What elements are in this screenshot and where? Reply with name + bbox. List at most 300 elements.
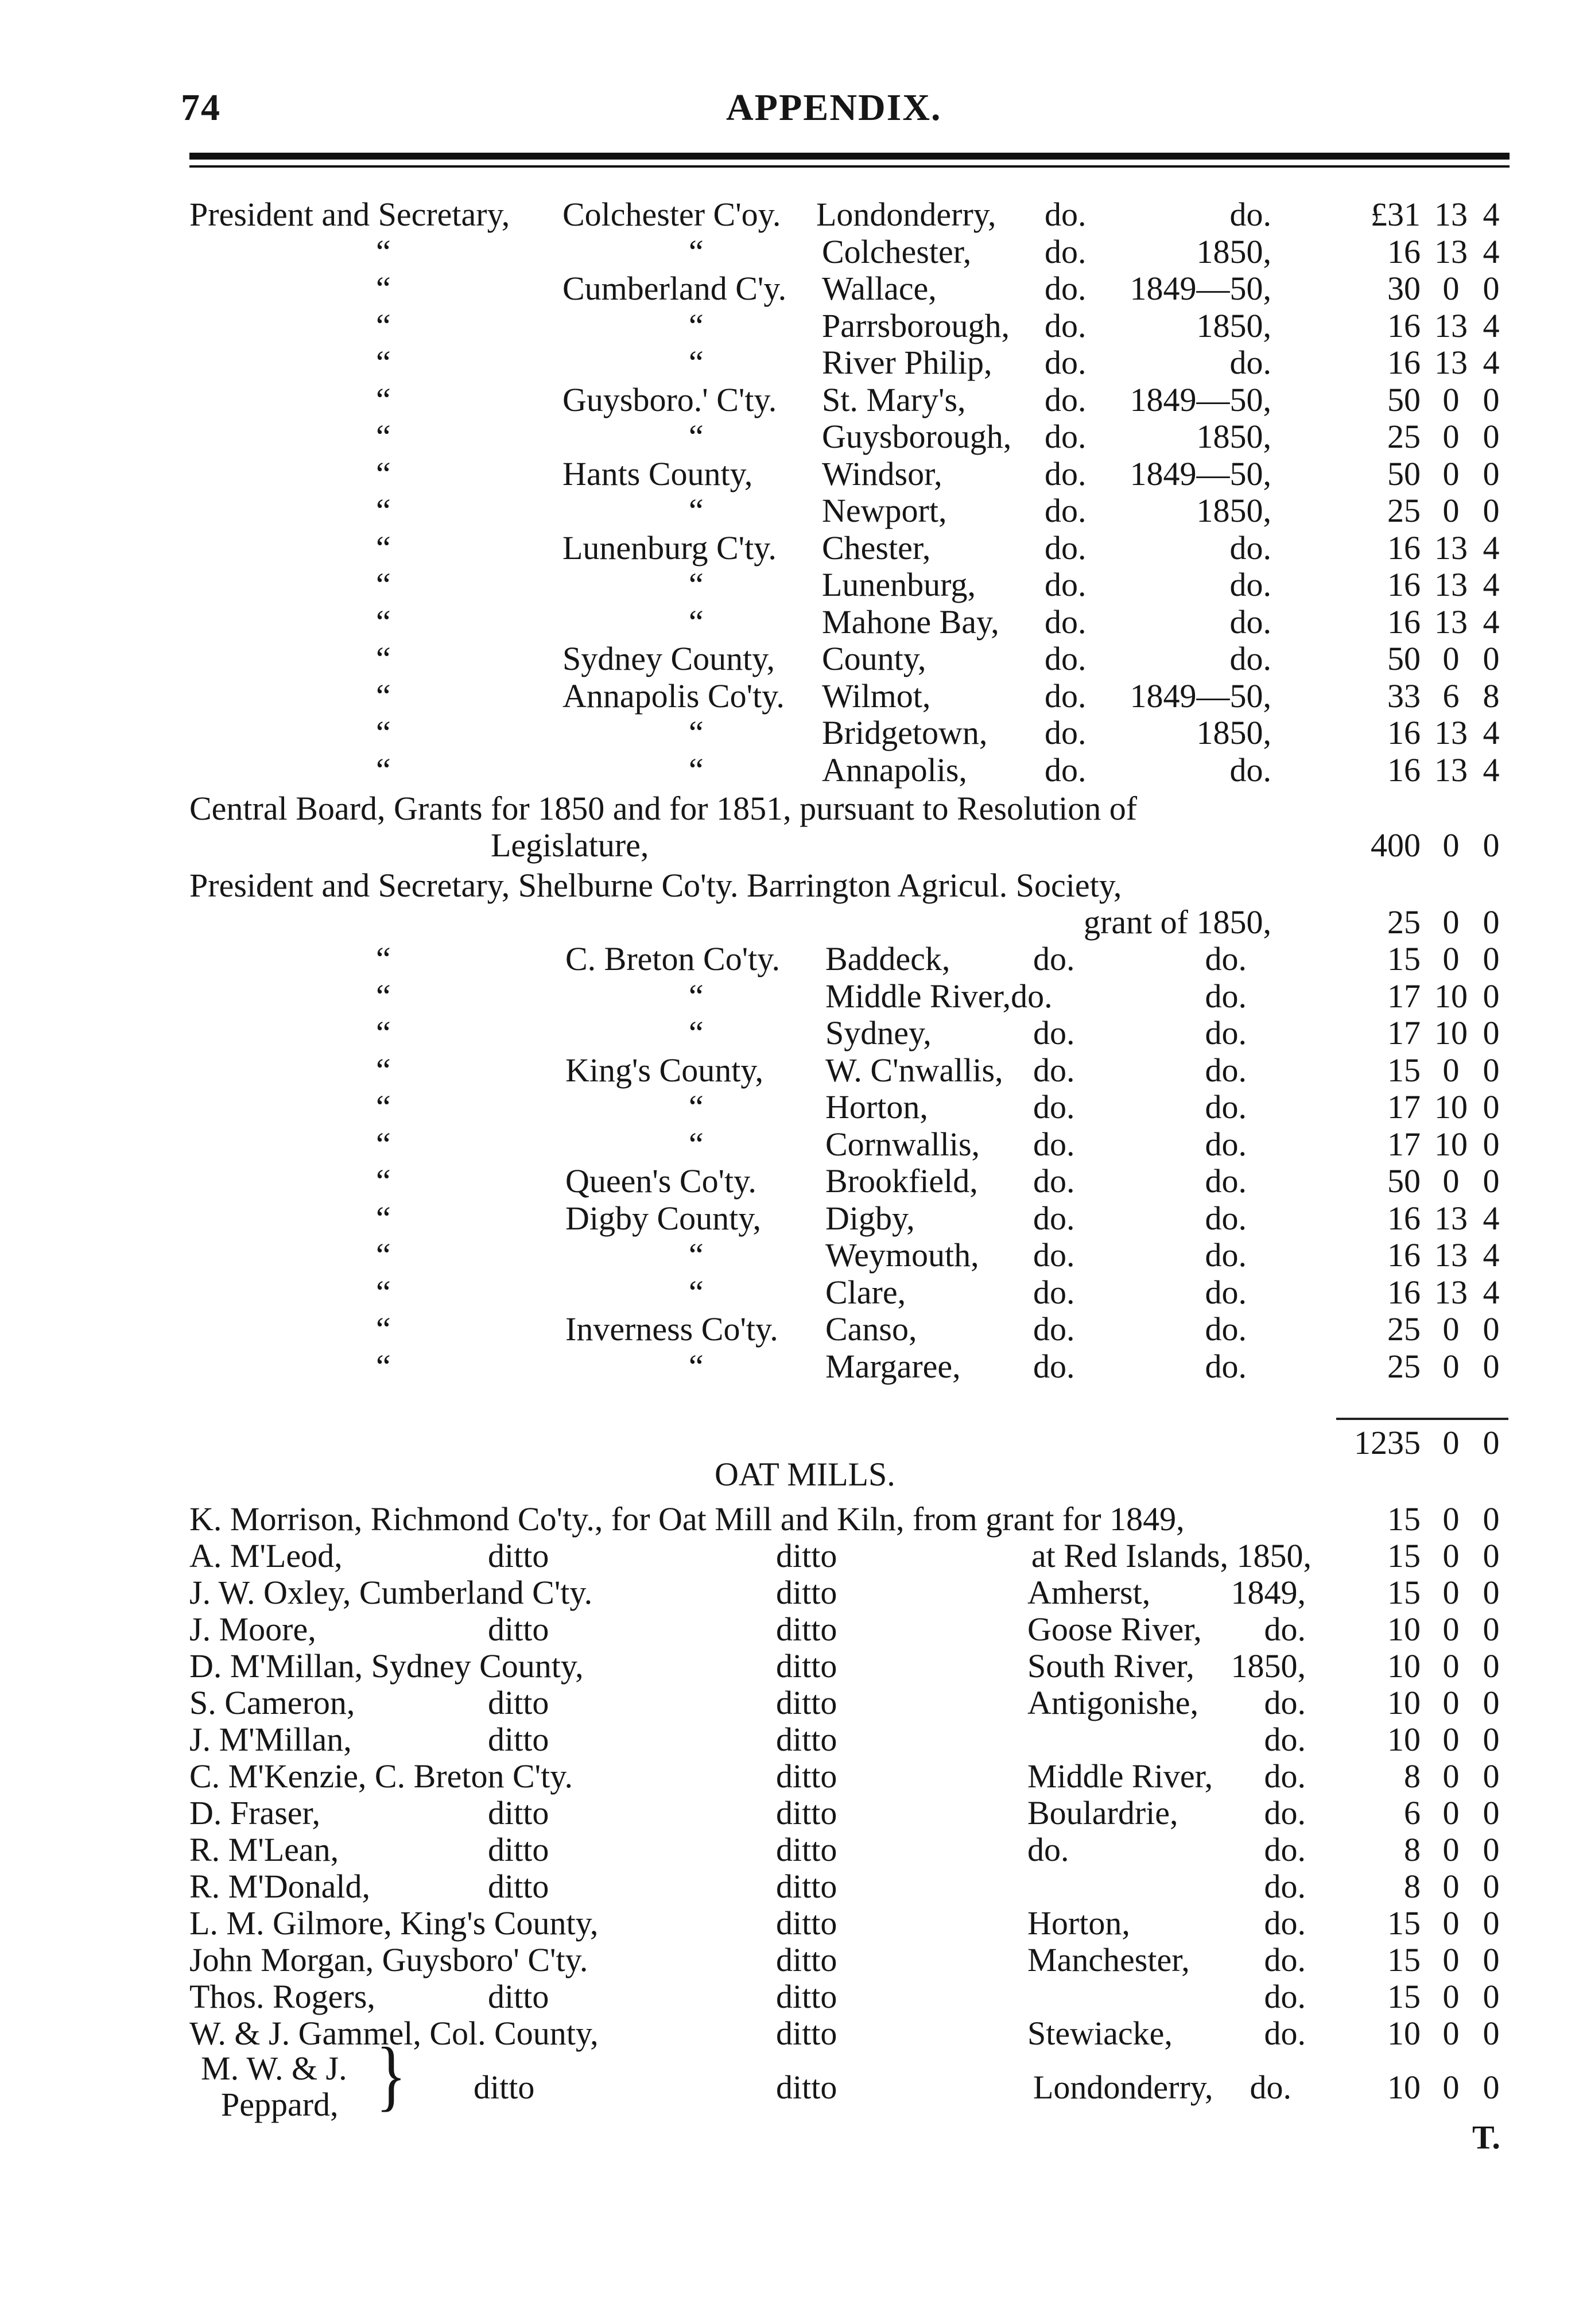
oat-mill-pence: 0: [1483, 1757, 1500, 1795]
ledger-entry-do: do.: [1033, 1199, 1075, 1237]
ledger-entry-pounds: 17: [1387, 1088, 1421, 1126]
ledger-entry-do: do.: [1045, 640, 1087, 677]
ledger-entry-shillings: 13: [1434, 529, 1468, 567]
ledger-entry-shillings: 10: [1434, 1125, 1468, 1163]
ledger-entry-pence: 0: [1483, 270, 1500, 307]
oat-mill-name: D. M'Millan, Sydney County,: [189, 1647, 584, 1685]
oat-mill-year: 1850,: [1231, 1647, 1306, 1685]
oat-mill-ditto: ditto: [776, 2069, 837, 2106]
ledger-entry-president: “: [376, 1051, 391, 1089]
ledger-entry-shillings: 13: [1434, 196, 1468, 233]
ledger-entry-president: “: [376, 640, 391, 677]
ledger-entry-do: do.: [1033, 1236, 1075, 1274]
ledger-entry-pence: 4: [1483, 566, 1500, 603]
oat-mill-ditto: ditto: [776, 1978, 837, 2015]
oat-mill-ditto: ditto: [776, 1941, 837, 1978]
ledger-entry-president: “: [376, 940, 391, 977]
ledger-entry-place: Cornwallis,: [825, 1125, 980, 1163]
ledger-entry-shillings: 13: [1434, 1236, 1468, 1274]
ledger-entry-pounds: 50: [1387, 1162, 1421, 1200]
oat-mill-name: J. M'Millan,: [189, 1721, 352, 1758]
ledger-entry-place: Middle River,do.: [825, 977, 1053, 1015]
ledger-entry-pence: 0: [1483, 640, 1500, 677]
ledger-entry-do: do.: [1045, 418, 1087, 455]
ledger-entry-pence: 0: [1483, 1051, 1500, 1089]
ledger-entry-president: “: [376, 344, 391, 381]
ledger-entry-pounds: 50: [1387, 381, 1421, 418]
oat-mill-pence: 0: [1483, 1794, 1500, 1832]
ledger-entry-pence: 8: [1483, 677, 1500, 715]
oat-mill-place: Londonderry,: [1033, 2069, 1213, 2106]
ledger-entry-shillings: 13: [1434, 232, 1468, 270]
central-board-pounds: 400: [1371, 827, 1421, 864]
oat-mill-shillings: 0: [1442, 1611, 1460, 1648]
ledger-entry-year: 1850,: [1196, 492, 1271, 529]
ledger-entry-place: Margaree,: [825, 1347, 961, 1385]
ledger-entry-pounds: 17: [1387, 1014, 1421, 1052]
ledger-entry-pounds: 16: [1387, 1273, 1421, 1311]
ledger-entry-place: Lunenburg,: [822, 566, 976, 603]
oat-mill-name: K. Morrison, Richmond Co'ty., for Oat Mill and Kiln, from grant for 1849,: [189, 1500, 1185, 1538]
ledger-entry-president: “: [376, 677, 391, 715]
ledger-entry-year: 1850,: [1196, 714, 1271, 751]
ledger-entry-place: Digby,: [825, 1199, 915, 1237]
ledger-entry-pounds: 25: [1387, 1310, 1421, 1348]
ledger-entry-president: “: [376, 1088, 391, 1126]
ledger-entry-pence: 0: [1483, 492, 1500, 529]
ledger-entry-county: King's County,: [565, 1051, 764, 1089]
ledger-entry-president: “: [376, 1236, 391, 1274]
oat-mill-ditto: ditto: [776, 1904, 837, 1942]
ledger-entry-county: Cumberland C'y.: [562, 270, 787, 307]
oat-mill-name-line2: Peppard,: [221, 2086, 339, 2123]
oat-mill-name: S. Cameron,: [189, 1684, 355, 1721]
ledger-entry-year: do.: [1205, 1014, 1247, 1052]
oat-mill-pounds: 6: [1404, 1794, 1421, 1832]
oat-mill-year: do.: [1264, 1684, 1306, 1721]
ledger-entry-county: “: [689, 1125, 704, 1163]
oat-mill-year: do.: [1264, 1831, 1306, 1868]
ledger-entry-year: 1850,: [1196, 232, 1271, 270]
ledger-entry-pounds: 50: [1387, 640, 1421, 677]
ledger-entry-pounds: 25: [1387, 1347, 1421, 1385]
ledger-entry-pence: 4: [1483, 1236, 1500, 1274]
oat-mill-pounds: 8: [1404, 1757, 1421, 1795]
catchword: T.: [1472, 2119, 1500, 2156]
ledger-entry-year: do.: [1229, 640, 1271, 677]
ledger-entry-year: do.: [1205, 977, 1247, 1015]
ledger-entry-year: do.: [1229, 603, 1271, 641]
ledger-entry-county: C. Breton Co'ty.: [565, 940, 781, 977]
ledger-entry-place: St. Mary's,: [822, 381, 966, 418]
ledger-entry-county: “: [689, 1088, 704, 1126]
oat-mill-shillings: 0: [1442, 1757, 1460, 1795]
ledger-entry-county: “: [689, 714, 704, 751]
oat-mill-name: John Morgan, Guysboro' C'ty.: [189, 1941, 588, 1978]
ledger-entry-county: “: [689, 566, 704, 603]
oat-mill-pounds: 15: [1387, 1978, 1421, 2015]
central-board-line1: Central Board, Grants for 1850 and for 1851, pursuant to Resolution of: [189, 790, 1138, 827]
ledger-entry-president: “: [376, 977, 391, 1015]
oat-mill-pounds: 15: [1387, 1574, 1421, 1611]
ledger-entry-county: “: [689, 1273, 704, 1311]
ledger-entry-county: Annapolis Co'ty.: [562, 677, 785, 715]
oat-mill-pence: 0: [1483, 2015, 1500, 2052]
ledger-entry-pounds: 16: [1387, 529, 1421, 567]
oat-mill-ditto: ditto: [776, 1647, 837, 1685]
ledger-entry-year: 1849—50,: [1130, 381, 1271, 418]
ledger-entry-pence: 4: [1483, 714, 1500, 751]
ledger-entry-shillings: 13: [1434, 306, 1468, 344]
ledger-entry-do: do.: [1045, 492, 1087, 529]
oat-mill-ditto-county: ditto: [488, 1794, 549, 1832]
oat-mill-pence: 0: [1483, 1904, 1500, 1942]
ledger-entry-county: Hants County,: [562, 455, 753, 492]
ledger-entry-shillings: 0: [1442, 270, 1460, 307]
shelburne-line2: grant of 1850,: [1084, 903, 1271, 941]
oat-mill-year: do.: [1264, 1721, 1306, 1758]
ledger-entry-place: Mahone Bay,: [822, 603, 999, 641]
ledger-entry-shillings: 0: [1442, 940, 1460, 977]
oat-mill-name: R. M'Lean,: [189, 1831, 339, 1868]
ledger-entry-county: “: [689, 1236, 704, 1274]
ledger-entry-place: Baddeck,: [825, 940, 950, 977]
oat-mill-shillings: 0: [1442, 1831, 1460, 1868]
ledger-entry-pence: 0: [1483, 418, 1500, 455]
oat-mill-pence: 0: [1483, 1868, 1500, 1905]
oat-mill-shillings: 0: [1442, 2015, 1460, 2052]
oat-mill-pounds: 10: [1387, 1611, 1421, 1648]
central-board-shillings: 0: [1442, 827, 1460, 864]
oat-mill-ditto: ditto: [776, 1831, 837, 1868]
ledger-entry-place: Horton,: [825, 1088, 928, 1126]
ledger-entry-pence: 4: [1483, 1273, 1500, 1311]
ledger-entry-pence: 4: [1483, 529, 1500, 567]
ledger-entry-pounds: 15: [1387, 940, 1421, 977]
ledger-entry-do: do.: [1045, 306, 1087, 344]
ledger-entry-pounds: 50: [1387, 455, 1421, 492]
ledger-entry-pounds: 16: [1387, 344, 1421, 381]
oat-mill-name: C. M'Kenzie, C. Breton C'ty.: [189, 1757, 573, 1795]
ledger-entry-year: do.: [1205, 1273, 1247, 1311]
ledger-entry-pence: 0: [1483, 1014, 1500, 1052]
ledger-entry-place: Bridgetown,: [822, 714, 988, 751]
ledger-entry-shillings: 0: [1442, 1347, 1460, 1385]
ledger-entry-place: Sydney,: [825, 1014, 932, 1052]
ledger-entry-shillings: 0: [1442, 1162, 1460, 1200]
ledger-entry-president: “: [376, 1273, 391, 1311]
ledger-entry-place: W. C'nwallis,: [825, 1051, 1003, 1089]
ledger-entry-pence: 0: [1483, 940, 1500, 977]
ledger-entry-pence: 0: [1483, 1347, 1500, 1385]
ledger-entry-do: do.: [1045, 677, 1087, 715]
ledger-entry-pence: 4: [1483, 344, 1500, 381]
ledger-entry-do: do.: [1033, 1273, 1075, 1311]
oat-mill-pounds: 10: [1387, 1684, 1421, 1721]
ledger-entry-pounds: 16: [1387, 306, 1421, 344]
ledger-entry-president: “: [376, 714, 391, 751]
oat-mill-pounds: 15: [1387, 1500, 1421, 1538]
ledger-entry-president: “: [376, 455, 391, 492]
ledger-entry-president: President and Secretary,: [189, 196, 510, 233]
ledger-entry-pounds: 16: [1387, 232, 1421, 270]
ledger-entry-county: “: [689, 1014, 704, 1052]
ledger-entry-county: “: [689, 751, 704, 789]
ledger-entry-pounds: 25: [1387, 418, 1421, 455]
ledger-entry-pence: 0: [1483, 381, 1500, 418]
ledger-entry-county: Colchester C'oy.: [562, 196, 781, 233]
ledger-entry-pounds: 30: [1387, 270, 1421, 307]
oat-mill-place: do.: [1027, 1831, 1069, 1868]
ledger-entry-county: “: [689, 1347, 704, 1385]
ledger-entry-president: “: [376, 492, 391, 529]
ledger-entry-place: River Philip,: [822, 344, 992, 381]
header-rule-thick: [189, 153, 1510, 160]
oat-mill-year: do.: [1264, 1904, 1306, 1942]
ledger-entry-shillings: 10: [1434, 977, 1468, 1015]
page-number: 74: [181, 87, 221, 129]
oat-mill-pounds: 8: [1404, 1831, 1421, 1868]
ledger-entry-year: do.: [1205, 1236, 1247, 1274]
ledger-entry-county: “: [689, 977, 704, 1015]
ledger-entry-do: do.: [1033, 1125, 1075, 1163]
oat-mill-pounds: 10: [1387, 2069, 1421, 2106]
oat-mill-place: at Red Islands, 1850,: [1031, 1537, 1312, 1574]
ledger-entry-pounds: 16: [1387, 1236, 1421, 1274]
oat-mill-place: Amherst,: [1027, 1574, 1151, 1611]
ledger-entry-pence: 4: [1483, 232, 1500, 270]
oat-mill-name: W. & J. Gammel, Col. County,: [189, 2015, 599, 2052]
ledger-entry-president: “: [376, 603, 391, 641]
ledger-entry-president: “: [376, 1347, 391, 1385]
oat-mill-pence: 0: [1483, 1941, 1500, 1978]
ledger-entry-county: Guysboro.' C'ty.: [562, 381, 777, 418]
ledger-entry-county: “: [689, 603, 704, 641]
oat-mill-pence: 0: [1483, 1574, 1500, 1611]
oat-mill-ditto-county: ditto: [474, 2069, 535, 2106]
ledger-entry-pence: 4: [1483, 1199, 1500, 1237]
oat-mill-pence: 0: [1483, 1537, 1500, 1574]
ledger-entry-pence: 0: [1483, 1310, 1500, 1348]
brace-glyph: }: [376, 2031, 406, 2119]
ledger-entry-place: Londonderry,: [816, 196, 996, 233]
oat-mill-pounds: 15: [1387, 1941, 1421, 1978]
ledger-entry-do: do.: [1045, 270, 1087, 307]
oat-mill-ditto: ditto: [776, 1868, 837, 1905]
ledger-entry-place: Colchester,: [822, 232, 972, 270]
ledger-entry-do: do.: [1045, 566, 1087, 603]
ledger-entry-year: do.: [1205, 1162, 1247, 1200]
oat-mill-place: Horton,: [1027, 1904, 1130, 1942]
oat-mill-ditto: ditto: [776, 1721, 837, 1758]
ledger-entry-pounds: 16: [1387, 566, 1421, 603]
oat-mill-pence: 0: [1483, 1831, 1500, 1868]
oat-mill-pence: 0: [1483, 2069, 1500, 2106]
ledger-entry-shillings: 13: [1434, 566, 1468, 603]
oat-mill-year: do.: [1264, 1978, 1306, 2015]
ledger-entry-pounds: 15: [1387, 1051, 1421, 1089]
ledger-entry-place: Canso,: [825, 1310, 917, 1348]
oat-mill-place: Middle River,: [1027, 1757, 1213, 1795]
ledger-entry-place: Newport,: [822, 492, 947, 529]
ledger-entry-do: do.: [1045, 232, 1087, 270]
oat-mill-place: Stewiacke,: [1027, 2015, 1173, 2052]
oat-mill-year: do.: [1264, 1611, 1306, 1648]
oat-mill-shillings: 0: [1442, 2069, 1460, 2106]
oat-mill-ditto: ditto: [776, 1757, 837, 1795]
ledger-entry-pounds: £31: [1371, 196, 1421, 233]
oat-mill-pounds: 15: [1387, 1904, 1421, 1942]
ledger-entry-shillings: 13: [1434, 344, 1468, 381]
oat-mill-shillings: 0: [1442, 1794, 1460, 1832]
ledger-entry-pounds: 16: [1387, 1199, 1421, 1237]
ledger-entry-president: “: [376, 751, 391, 789]
ledger-entry-county: Digby County,: [565, 1199, 762, 1237]
ledger-entry-president: “: [376, 232, 391, 270]
grand-total-pounds: 1235: [1354, 1424, 1421, 1461]
page-title: APPENDIX.: [726, 87, 942, 129]
oat-mill-name: A. M'Leod,: [189, 1537, 343, 1574]
ledger-entry-year: do.: [1205, 1088, 1247, 1126]
oat-mill-place: Antigonishe,: [1027, 1684, 1199, 1721]
ledger-entry-do: do.: [1045, 455, 1087, 492]
ledger-entry-pence: 0: [1483, 1162, 1500, 1200]
ledger-entry-president: “: [376, 529, 391, 567]
ledger-entry-do: do.: [1033, 1310, 1075, 1348]
oat-mill-pence: 0: [1483, 1721, 1500, 1758]
ledger-entry-pence: 0: [1483, 455, 1500, 492]
ledger-entry-president: “: [376, 1162, 391, 1200]
oat-mills-heading: OAT MILLS.: [715, 1456, 895, 1493]
oat-mill-ditto-county: ditto: [488, 1978, 549, 2015]
oat-mill-shillings: 0: [1442, 1537, 1460, 1574]
ledger-entry-do: do.: [1045, 196, 1087, 233]
ledger-entry-year: do.: [1229, 751, 1271, 789]
oat-mill-pence: 0: [1483, 1647, 1500, 1685]
oat-mill-ditto: ditto: [776, 1794, 837, 1832]
oat-mill-year: do.: [1250, 2069, 1291, 2106]
ledger-entry-do: do.: [1033, 1051, 1075, 1089]
oat-mill-shillings: 0: [1442, 1574, 1460, 1611]
oat-mill-ditto-county: ditto: [488, 1611, 549, 1648]
oat-mill-year: do.: [1264, 1794, 1306, 1832]
oat-mill-name: J. W. Oxley, Cumberland C'ty.: [189, 1574, 593, 1611]
ledger-entry-president: “: [376, 418, 391, 455]
oat-mill-place: Goose River,: [1027, 1611, 1202, 1648]
ledger-entry-place: Brookfield,: [825, 1162, 978, 1200]
ledger-entry-do: do.: [1033, 1014, 1075, 1052]
ledger-entry-do: do.: [1045, 714, 1087, 751]
ledger-entry-place: Chester,: [822, 529, 931, 567]
ledger-entry-do: do.: [1033, 1162, 1075, 1200]
ledger-entry-president: “: [376, 306, 391, 344]
central-board-line2: Legislature,: [491, 827, 649, 864]
oat-mill-name: J. Moore,: [189, 1611, 316, 1648]
grand-total-pence: 0: [1483, 1424, 1500, 1461]
ledger-entry-shillings: 0: [1442, 418, 1460, 455]
oat-mill-name: D. Fraser,: [189, 1794, 321, 1832]
oat-mill-ditto-county: ditto: [488, 1831, 549, 1868]
oat-mill-place: Manchester,: [1027, 1941, 1190, 1978]
ledger-entry-president: “: [376, 381, 391, 418]
ledger-entry-year: do.: [1205, 1051, 1247, 1089]
oat-mill-pence: 0: [1483, 1684, 1500, 1721]
oat-mill-ditto: ditto: [776, 1537, 837, 1574]
ledger-entry-pence: 4: [1483, 603, 1500, 641]
ledger-entry-shillings: 10: [1434, 1014, 1468, 1052]
ledger-entry-do: do.: [1045, 603, 1087, 641]
oat-mill-pounds: 10: [1387, 1721, 1421, 1758]
oat-mill-pence: 0: [1483, 1611, 1500, 1648]
ledger-entry-pence: 4: [1483, 306, 1500, 344]
ledger-entry-president: “: [376, 1125, 391, 1163]
ledger-entry-president: “: [376, 270, 391, 307]
oat-mill-shillings: 0: [1442, 1904, 1460, 1942]
ledger-entry-place: Weymouth,: [825, 1236, 979, 1274]
oat-mill-ditto-county: ditto: [488, 1684, 549, 1721]
ledger-entry-place: Guysborough,: [822, 418, 1012, 455]
oat-mill-shillings: 0: [1442, 1978, 1460, 2015]
ledger-entry-year: do.: [1229, 344, 1271, 381]
ledger-entry-year: do.: [1229, 566, 1271, 603]
ledger-entry-shillings: 0: [1442, 455, 1460, 492]
ledger-entry-pence: 0: [1483, 1125, 1500, 1163]
oat-mill-name: R. M'Donald,: [189, 1868, 370, 1905]
oat-mill-pounds: 10: [1387, 1647, 1421, 1685]
central-board-pence: 0: [1483, 827, 1500, 864]
ledger-entry-year: do.: [1205, 1125, 1247, 1163]
ledger-entry-place: County,: [822, 640, 926, 677]
oat-mill-shillings: 0: [1442, 1721, 1460, 1758]
ledger-entry-year: 1850,: [1196, 418, 1271, 455]
ledger-entry-county: “: [689, 306, 704, 344]
ledger-entry-shillings: 10: [1434, 1088, 1468, 1126]
oat-mill-shillings: 0: [1442, 1941, 1460, 1978]
oat-mill-shillings: 0: [1442, 1684, 1460, 1721]
oat-mill-year: do.: [1264, 1757, 1306, 1795]
ledger-entry-county: Queen's Co'ty.: [565, 1162, 756, 1200]
oat-mill-pounds: 8: [1404, 1868, 1421, 1905]
ledger-entry-shillings: 13: [1434, 603, 1468, 641]
ledger-entry-year: do.: [1229, 196, 1271, 233]
oat-mill-shillings: 0: [1442, 1647, 1460, 1685]
ledger-entry-do: do.: [1033, 1088, 1075, 1126]
ledger-entry-year: do.: [1205, 940, 1247, 977]
ledger-entry-pounds: 17: [1387, 977, 1421, 1015]
ledger-entry-president: “: [376, 1199, 391, 1237]
ledger-entry-place: Wilmot,: [822, 677, 931, 715]
oat-mill-year: do.: [1264, 2015, 1306, 2052]
ledger-entry-do: do.: [1033, 940, 1075, 977]
ledger-entry-year: 1849—50,: [1130, 677, 1271, 715]
ledger-entry-county: “: [689, 232, 704, 270]
shelburne-shillings: 0: [1442, 903, 1460, 941]
ledger-entry-do: do.: [1033, 1347, 1075, 1385]
oat-mill-shillings: 0: [1442, 1500, 1460, 1538]
oat-mill-name: Thos. Rogers,: [189, 1978, 375, 2015]
oat-mill-name-line1: M. W. & J.: [201, 2050, 347, 2087]
ledger-entry-shillings: 13: [1434, 1273, 1468, 1311]
ledger-entry-year: do.: [1205, 1310, 1247, 1348]
ledger-entry-president: “: [376, 1310, 391, 1348]
ledger-entry-pounds: 25: [1387, 492, 1421, 529]
ledger-entry-do: do.: [1045, 529, 1087, 567]
ledger-entry-pounds: 17: [1387, 1125, 1421, 1163]
ledger-entry-place: Annapolis,: [822, 751, 967, 789]
ledger-entry-shillings: 0: [1442, 1310, 1460, 1348]
ledger-entry-county: “: [689, 344, 704, 381]
ledger-entry-shillings: 0: [1442, 640, 1460, 677]
